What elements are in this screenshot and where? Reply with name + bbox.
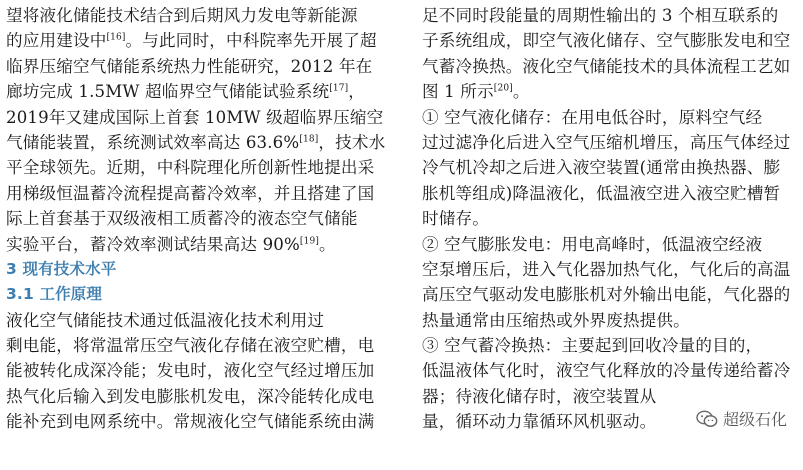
text-line xyxy=(422,155,800,180)
text-line xyxy=(422,79,800,104)
text-line xyxy=(6,384,391,409)
text-line xyxy=(6,105,391,130)
text-line xyxy=(6,333,391,358)
text-line xyxy=(422,358,800,383)
line-text: 胀机等组成)降温液化，低温液空进入液空贮槽暂 xyxy=(422,183,781,203)
citation-ref: [16] xyxy=(106,32,126,43)
line-text: 过过滤净化后进入空气压缩机增压，高压气体经过 xyxy=(422,132,791,152)
text-line xyxy=(6,232,391,257)
line-text: 气蓄冷换热。液化空气储能技术的具体流程工艺如 xyxy=(422,56,791,76)
line-text: 液化空气储能技术通过低温液化技术利用过 xyxy=(6,310,325,330)
text-line xyxy=(422,3,800,28)
line-text: 气储能装置，系统测试效率高达 63.6% xyxy=(6,132,300,152)
line-text: 低温液体气化时，液空气化释放的冷量传递给蓄冷 xyxy=(422,361,791,381)
watermark xyxy=(696,407,787,430)
line-text: 量，循环动力靠循环风机驱动。 xyxy=(422,412,657,432)
line-text: 平全球领先。近期，中科院理化所创新性地提出采 xyxy=(6,158,375,178)
line-text: ② 空气膨胀发电：用电高峰时，低温液空经液 xyxy=(422,234,763,254)
text-line xyxy=(6,155,391,180)
line-text: 廊坊完成 1.5MW 超临界空气储能试验系统 xyxy=(6,82,330,102)
line-text: 空泵增压后，进入气化器加热气化，气化后的高温 xyxy=(422,259,791,279)
line-text: 足不同时段能量的周期性输出的 3 个相互联系的 xyxy=(422,6,779,25)
text-line xyxy=(422,28,800,53)
line-text-tail: 。与此同时，中科院率先开展了超 xyxy=(125,31,377,51)
text-line xyxy=(6,54,391,79)
wechat-logo-icon xyxy=(696,410,718,428)
line-text: 用梯级恒温蓄冷流程提高蓄冷效率，并且搭建了国 xyxy=(6,183,375,203)
line-text: 实验平台，蓄冷效率测试结果高达 90% xyxy=(6,234,300,254)
text-line xyxy=(6,130,391,155)
left-column xyxy=(6,3,391,435)
line-text: 图 1 所示 xyxy=(422,82,494,102)
line-text: 能补充到电网系统中。常规液化空气储能系统由满 xyxy=(6,412,375,432)
line-text: 热量通常由压缩热或外界废热提供。 xyxy=(422,310,690,330)
citation-ref: [18] xyxy=(299,134,319,145)
watermark-text: 超级石化 xyxy=(722,410,787,429)
text-line xyxy=(422,333,800,358)
section-heading xyxy=(6,257,391,282)
text-line xyxy=(422,206,800,231)
line-text: 临界压缩空气储能系统热力性能研究，2012 年在 xyxy=(6,56,373,76)
line-text: ① 空气液化储存：在用电低谷时，原料空气经 xyxy=(422,107,763,127)
text-line xyxy=(6,3,391,28)
text-line xyxy=(6,308,391,333)
line-text-tail: ，技术水 xyxy=(318,132,386,152)
line-text: 际上首套基于双级液相工质蓄冷的液态空气储能 xyxy=(6,209,358,229)
line-text-tail: ， xyxy=(348,82,366,102)
text-line xyxy=(6,358,391,383)
text-line xyxy=(422,105,800,130)
text-line xyxy=(422,282,800,307)
citation-ref: [19] xyxy=(299,235,319,246)
line-text: 3 现有技术水平 xyxy=(6,259,117,278)
line-text: 剩电能，将常温常压空气液化存储在液空贮槽，电 xyxy=(6,336,375,356)
text-line xyxy=(422,130,800,155)
text-line xyxy=(6,79,391,104)
line-text: 子系统组成，即空气液化储存、空气膨胀发电和空 xyxy=(422,31,791,51)
text-line xyxy=(422,308,800,333)
text-line xyxy=(6,206,391,231)
section-heading xyxy=(6,282,391,307)
text-line xyxy=(422,257,800,282)
text-line xyxy=(6,28,391,53)
citation-ref: [20] xyxy=(493,83,513,94)
line-text: 3.1 工作原理 xyxy=(6,285,103,304)
text-line xyxy=(422,384,800,409)
text-line xyxy=(422,54,800,79)
line-text: ③ 空气蓄冷换热：主要起到回收冷量的目的， xyxy=(422,336,763,356)
line-text: 高压空气驱动发电膨胀机对外输出电能，气化器的 xyxy=(422,285,791,305)
line-text-tail: 。 xyxy=(319,234,336,254)
citation-ref: [17] xyxy=(329,83,349,94)
text-line xyxy=(422,232,800,257)
text-line xyxy=(6,409,391,434)
line-text-tail: 。 xyxy=(512,82,530,102)
line-text: 器；待液化储存时，液空装置从 xyxy=(422,386,657,406)
line-text: 2019年又建成国际上首套 10MW 级超临界压缩空 xyxy=(6,107,384,127)
text-line xyxy=(6,181,391,206)
line-text: 能被转化成深冷能；发电时，液化空气经过增压加 xyxy=(6,361,375,381)
line-text: 时储存。 xyxy=(422,209,489,229)
line-text: 热气化后输入到发电膨胀机发电，深冷能转化成电 xyxy=(6,386,375,406)
text-line xyxy=(422,181,800,206)
line-text: 望将液化储能技术结合到后期风力发电等新能源 xyxy=(6,6,358,25)
right-column xyxy=(422,3,800,435)
line-text: 冷气机冷却之后进入液空装置(通常由换热器、膨 xyxy=(422,158,781,178)
line-text: 的应用建设中 xyxy=(6,31,107,51)
